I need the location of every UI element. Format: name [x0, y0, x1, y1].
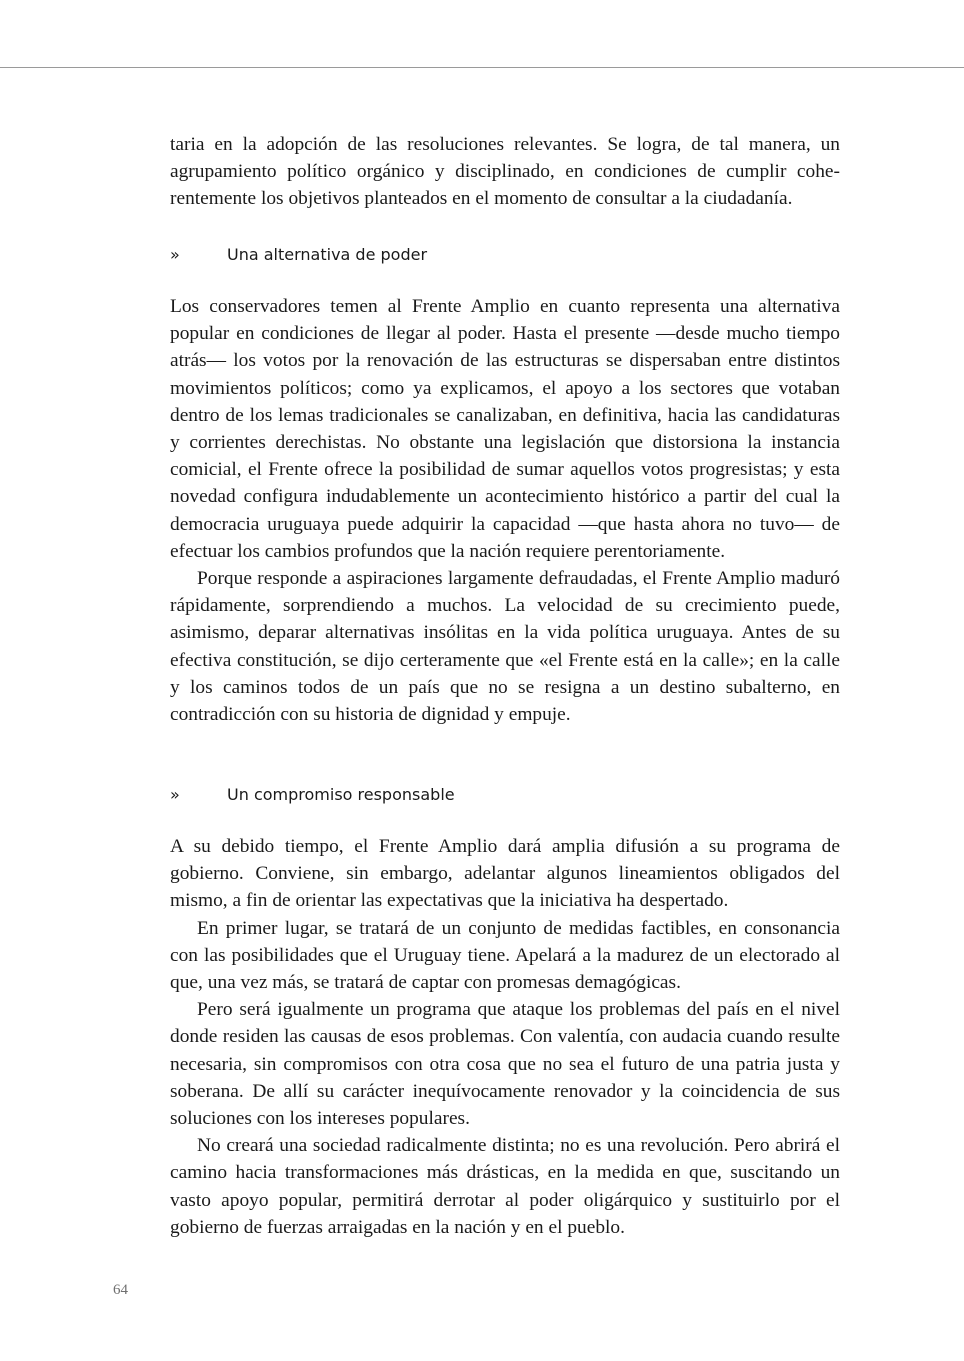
section-title: Un compromiso responsable [227, 785, 455, 804]
section-body-compromiso [170, 833, 840, 1241]
section-body-alternativa [170, 293, 840, 728]
body-paragraph: Pero será igualmente un programa que ataque los problemas del país en el nivel donde residen las causas de esos problemas. Con valentía, con audacia cuando resulte necesaria, sin compromisos con otra cosa que no sea el futuro de una patria justa y soberana. De allí su carácter inequívocamente renovador y la coincidencia de sus soluciones con los intereses populares. [170, 999, 840, 1130]
intro-paragraph-block [170, 131, 840, 213]
body-paragraph: En primer lugar, se tratará de un conjunto de medidas factibles, en consonancia con las posibilidades que el Uruguay tiene. Apelará a la madurez de un electorado al que, una vez más, se tratará de captar con promesas demagógicas. [170, 917, 840, 994]
body-paragraph: Porque responde a aspiraciones largamente defraudadas, el Frente Amplio maduró rápidamente, sorprendiendo a muchos. La velocidad de su crecimiento puede, asimismo, deparar alternativas insólitas en la vida política uruguaya. Antes de su efectiva constitución, se dijo certeramente que «el Frente está en la calle»; en la calle y los caminos todos de un país que no se resigna a un destino subalterno, en contradicción con su historia de dignidad y empuje. [170, 568, 840, 726]
section-title: Una alternativa de poder [227, 245, 428, 264]
top-rule [0, 67, 964, 68]
page-number: 64 [113, 1282, 128, 1298]
body-paragraph: Los conservadores temen al Frente Amplio en cuanto representa una alternativa popular en condiciones de llegar al poder. Hasta el presente —desde mucho tiempo atrás— los votos por la renovación de las estructuras se dispersaban entre distintos movimientos políticos; como ya explicamos, el apoyo a los sectores que votaban dentro de los lemas tradicionales se canalizaban, en definitiva, hacia las candidaturas y corrientes derechistas. No obstante una legislación que distorsiona la instancia comicial, el Frente ofrece la posibilidad de sumar aquellos votos progresistas; y esta novedad configura indudablemente un acontecimiento histórico a partir del cual la democracia uruguaya puede adquirir la capacidad —que hasta ahora no tuvo— de efectuar los cambios profundos que la nación requiere perentoriamente. [170, 296, 840, 562]
intro-paragraph: taria en la adopción de las resoluciones relevantes. Se logra, de tal manera, un agrupamiento político orgánico y disciplinado, en condiciones de cumplir coherentemente los objetivos planteados en el momento de consultar a la ciudadanía. [170, 134, 840, 210]
body-paragraph: No creará una sociedad radicalmente distinta; no es una revolución. Pero abrirá el camino hacia transformaciones más drásticas, en la medida en que, suscitando un vasto apoyo popular, permitirá derrotar al poder oligárquico y sustituirlo por el gobierno de fuerzas arraigadas en la nación y en el pueblo. [170, 1135, 840, 1238]
section-marker: » [170, 785, 180, 804]
body-paragraph: A su debido tiempo, el Frente Amplio dará amplia difusión a su programa de gobierno. Conviene, sin embargo, adelantar algunos lineamientos obligados del mismo, a fin de orientar las expectativas que la iniciativa ha despertado. [170, 836, 840, 912]
section-marker: » [170, 245, 180, 264]
